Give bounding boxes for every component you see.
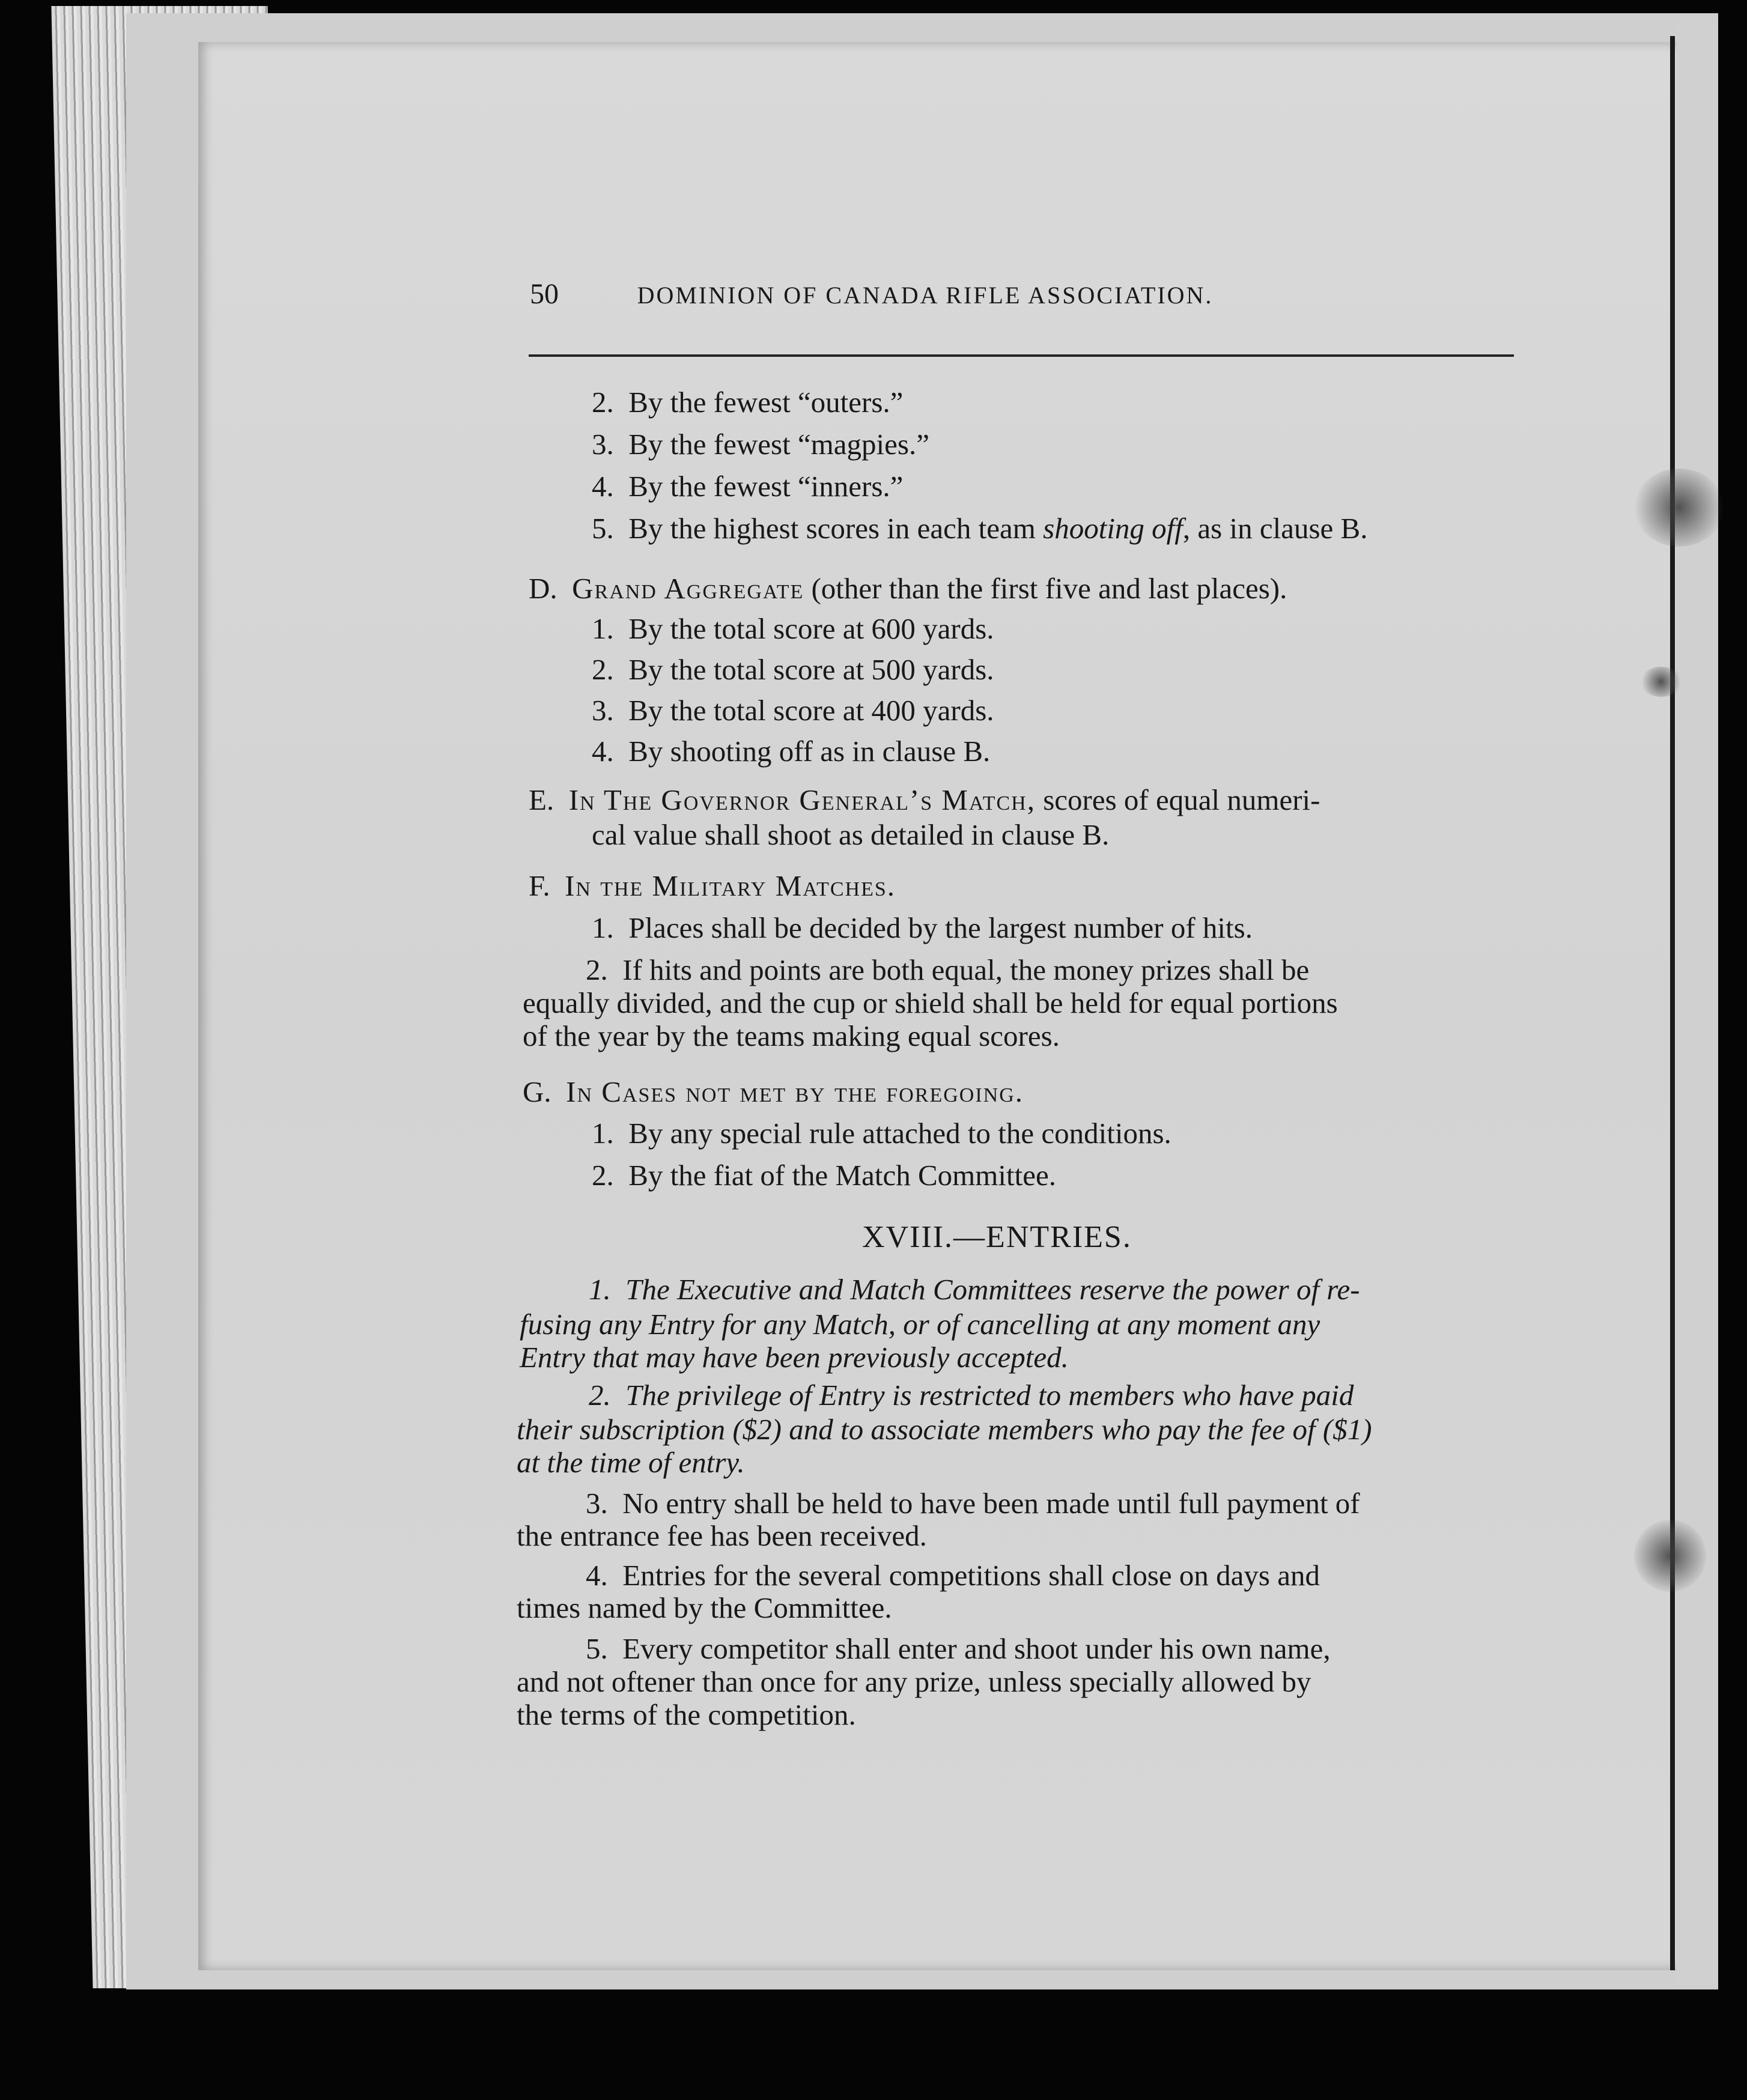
item-number: 2. bbox=[592, 653, 614, 686]
item-text: By the fewest “inners.” bbox=[628, 470, 904, 503]
item-text: By the total score at 400 yards. bbox=[628, 694, 994, 727]
clause-f-item-continuation: equally divided, and the cup or shield shall be held for equal portions bbox=[523, 986, 1338, 1019]
item-number: 2. bbox=[586, 953, 608, 986]
item-text: By the total score at 500 yards. bbox=[628, 653, 994, 686]
clause-c-item bbox=[592, 514, 1367, 543]
item-number: 2. bbox=[592, 386, 614, 419]
item-number: 3. bbox=[592, 428, 614, 461]
entry-number: 4. bbox=[586, 1559, 608, 1592]
entry-paragraph-line: at the time of entry. bbox=[517, 1446, 745, 1479]
clause-g-heading bbox=[523, 1077, 1024, 1106]
entry-number: 2. bbox=[589, 1379, 611, 1412]
entry-number: 1. bbox=[589, 1273, 611, 1306]
clause-letter: D. bbox=[529, 572, 558, 605]
item-number: 1. bbox=[592, 612, 614, 645]
entry-paragraph-line: the entrance fee has been received. bbox=[517, 1519, 927, 1552]
clause-title: In Cases not met by the foregoing. bbox=[566, 1075, 1024, 1108]
clause-title: In The Governor General’s Match, bbox=[568, 783, 1036, 816]
item-text: By the highest scores in each team bbox=[628, 512, 1044, 545]
clause-letter: E. bbox=[529, 783, 554, 816]
clause-d-item bbox=[592, 655, 994, 684]
item-text: By the fewest “magpies.” bbox=[628, 428, 929, 461]
entry-paragraph-line: Entry that may have been previously accepted. bbox=[520, 1341, 1069, 1374]
entry-paragraph-line: the terms of the competition. bbox=[517, 1698, 856, 1731]
item-text: Places shall be decided by the largest number of hits. bbox=[628, 911, 1253, 944]
item-number: 4. bbox=[592, 470, 614, 503]
clause-c-item bbox=[592, 429, 929, 459]
section-heading: XVIII.—ENTRIES. bbox=[862, 1220, 1132, 1254]
clause-letter: G. bbox=[523, 1075, 551, 1108]
clause-g-item bbox=[592, 1161, 1056, 1190]
item-text: By shooting off as in clause B. bbox=[628, 735, 991, 768]
running-title: DOMINION OF CANADA RIFLE ASSOCIATION. bbox=[637, 282, 1214, 309]
header-rule bbox=[529, 354, 1514, 357]
clause-f-item bbox=[592, 913, 1253, 942]
item-number: 5. bbox=[592, 512, 614, 545]
item-text: By the fiat of the Match Committee. bbox=[628, 1159, 1056, 1192]
item-text-italic: shooting off bbox=[1043, 512, 1183, 545]
clause-d-item bbox=[592, 736, 990, 766]
entry-text: Every competitor shall enter and shoot under his own name, bbox=[622, 1632, 1331, 1665]
item-text: If hits and points are both equal, the money prizes shall be bbox=[622, 953, 1310, 986]
entry-paragraph-line: times named by the Committee. bbox=[517, 1591, 892, 1624]
item-text: By the total score at 600 yards. bbox=[628, 612, 994, 645]
clause-e-continuation: cal value shall shoot as detailed in clause B. bbox=[592, 818, 1110, 851]
clause-text: scores of equal numeri- bbox=[1035, 783, 1320, 816]
clause-c-item bbox=[592, 472, 903, 501]
entry-paragraph-line bbox=[586, 1489, 1360, 1518]
clause-d-item bbox=[592, 696, 994, 725]
item-text: , as in clause B. bbox=[1182, 512, 1368, 545]
entry-text: No entry shall be held to have been made until full payment of bbox=[622, 1487, 1360, 1520]
entry-paragraph-line bbox=[586, 1634, 1331, 1663]
item-number: 2. bbox=[592, 1159, 614, 1192]
entry-paragraph-line: fusing any Entry for any Match, or of cancelling at any moment any bbox=[520, 1308, 1320, 1341]
item-number: 4. bbox=[592, 735, 614, 768]
entry-text: The Executive and Match Committees reserve the power of re- bbox=[625, 1273, 1360, 1306]
entry-paragraph-line: and not oftener than once for any prize, unless specially allowed by bbox=[517, 1665, 1311, 1698]
clause-letter: F. bbox=[529, 869, 550, 902]
entry-paragraph-line bbox=[589, 1380, 1354, 1410]
clause-d-item bbox=[592, 614, 994, 643]
clause-d-heading bbox=[529, 574, 1287, 603]
clause-c-item bbox=[592, 387, 903, 417]
entry-paragraph-line bbox=[589, 1275, 1360, 1304]
clause-title: In the Military Matches. bbox=[565, 869, 896, 902]
entry-text: Entries for the several competitions shall close on days and bbox=[622, 1559, 1320, 1592]
clause-f-item-continuation: of the year by the teams making equal scores. bbox=[523, 1019, 1060, 1052]
page-number: 50 bbox=[530, 278, 559, 310]
clause-f-heading bbox=[529, 871, 896, 900]
item-text: By the fewest “outers.” bbox=[628, 386, 904, 419]
entry-number: 3. bbox=[586, 1487, 608, 1520]
entry-paragraph-line: their subscription ($2) and to associate members who pay the fee of ($1) bbox=[517, 1413, 1372, 1446]
item-number: 1. bbox=[592, 911, 614, 944]
entry-paragraph-line bbox=[586, 1561, 1320, 1590]
entry-text: The privilege of Entry is restricted to members who have paid bbox=[625, 1379, 1354, 1412]
clause-f-item bbox=[586, 955, 1309, 985]
clause-title-rest: (other than the first five and last places). bbox=[804, 572, 1287, 605]
clause-g-item bbox=[592, 1118, 1171, 1148]
item-number: 3. bbox=[592, 694, 614, 727]
entry-number: 5. bbox=[586, 1632, 608, 1665]
clause-title: Grand Aggregate bbox=[572, 572, 804, 605]
item-text: By any special rule attached to the conditions. bbox=[628, 1117, 1171, 1150]
item-number: 1. bbox=[592, 1117, 614, 1150]
clause-e-heading bbox=[529, 785, 1320, 815]
